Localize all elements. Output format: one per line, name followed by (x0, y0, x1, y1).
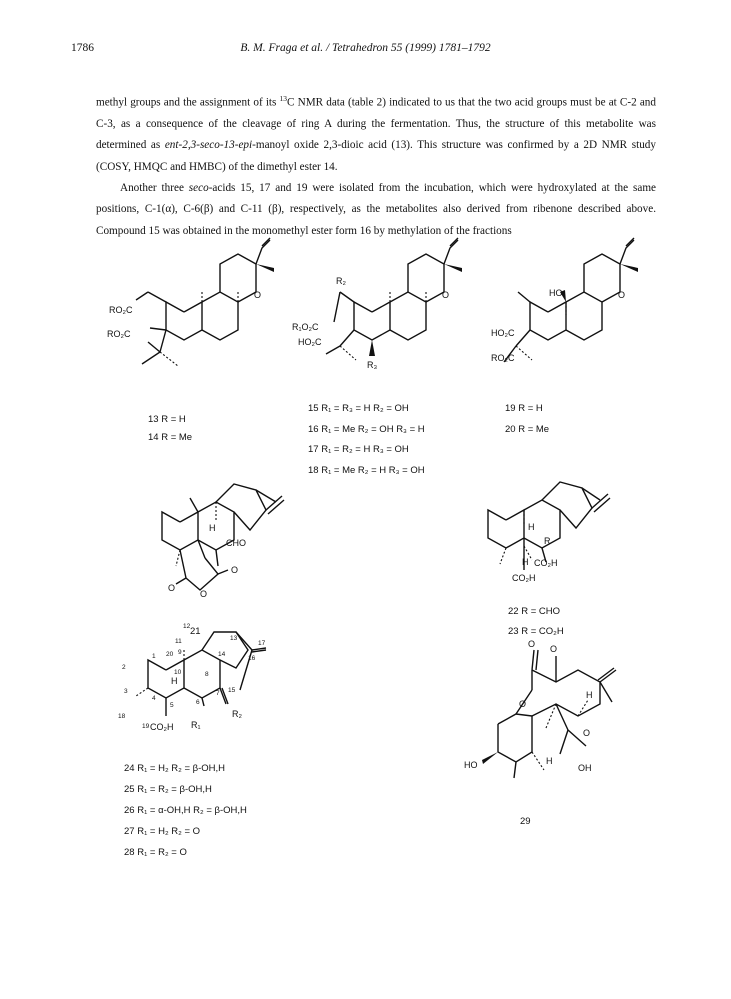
s24-num-10: 10 (174, 669, 182, 676)
s24-num-4: 4 (152, 695, 156, 702)
s24-num-6: 6 (196, 699, 200, 706)
s15-sub1: R₁O₂C (292, 322, 319, 332)
s13-sub1: RO₂C (109, 305, 133, 315)
s21-o3: O (200, 589, 208, 599)
s24-caption-4: 27 R₁ = H₂ R₂ = O (124, 826, 201, 837)
s21-o2: O (168, 583, 176, 593)
s24-r2: R₂ (232, 709, 242, 719)
s19-caption-1: 19 R = H (505, 403, 543, 414)
s15-oxygen: O (442, 290, 450, 300)
structure-15 (292, 238, 462, 476)
s15-r3: R₃ (367, 360, 378, 370)
s29-o-lactone: O (528, 639, 536, 649)
running-head: B. M. Fraga et al. / Tetrahedron 55 (1999) 1781–1792 (240, 42, 491, 54)
s24-num-2: 2 (122, 664, 126, 671)
s19-ho: HO (549, 288, 563, 298)
s15-sub2: HO₂C (298, 337, 322, 347)
s24-caption-3: 26 R₁ = α-OH,H R₂ = β-OH,H (124, 805, 247, 816)
s29-ho: HO (464, 760, 478, 770)
s13-caption-1: 13 R = H (148, 414, 186, 425)
s24-num-18: 18 (118, 713, 126, 720)
structure-21 (162, 484, 284, 637)
page-number: 1786 (71, 42, 94, 54)
s22-co2h-1: CO₂H (534, 558, 558, 568)
s29-oh: OH (578, 763, 592, 773)
s21-h: H (209, 523, 216, 533)
s15-r2: R₂ (336, 276, 346, 286)
s19-sub1: HO₂C (491, 328, 515, 338)
s24-num-7: 7 (216, 690, 220, 697)
paragraph-1: methyl groups and the assignment of its $^{13}$C NMR data (table 2) indicated to us that the two acid groups must be at C-2 and C-3, as a consequence of the cleavage of ring A during the fermentation. Thus, the structure of this metabolite was determined as ent-2,3-seco-13-epi-manoyl oxide 2,3-dioic acid (13). This structure was confirmed by a 2D NMR study (COSY, HMQC and HMBC) of the dimethyl ester 14. (96, 94, 656, 173)
structure-19 (491, 238, 638, 435)
s24-num-19: 19 (142, 723, 150, 730)
s21-cho: CHO (226, 538, 246, 548)
s29-h2: H (546, 756, 553, 766)
s15-caption-3: 17 R₁ = R₂ = H R₃ = OH (308, 444, 409, 455)
s29-caption: 29 (520, 816, 531, 827)
s29-o-lactone-2: O (519, 699, 527, 709)
s24-caption-1: 24 R₁ = H₂ R₂ = β-OH,H (124, 763, 226, 774)
s19-caption-2: 20 R = Me (505, 424, 550, 435)
s21-caption: 21 (190, 626, 201, 637)
s24-r1: R₁ (191, 720, 201, 730)
paragraph-2: Another three seco-acids 15, 17 and 19 were isolated from the incubation, which were hydroxylated at the same positions, C-1(α), C-6(β) and C-11 (β), respectively, as the metabolites also derived from ribenone described above. Compound 15 was obtained in the monomethyl ester form 16 by methylation of the fractions (96, 181, 656, 237)
s24-num-11: 11 (175, 638, 182, 645)
s24-caption-2: 25 R₁ = R₂ = β-OH,H (124, 784, 212, 795)
s22-r: R (544, 536, 551, 546)
s22-caption-2: 23 R = CO₂H (508, 626, 564, 637)
s24-num-13: 13 (230, 635, 238, 642)
s24-num-5: 5 (170, 702, 174, 709)
s15-caption-2: 16 R₁ = Me R₂ = OH R₃ = H (308, 424, 425, 435)
s24-num-15: 15 (228, 687, 236, 694)
structure-22 (488, 482, 610, 637)
s29-h1: H (586, 690, 593, 700)
s22-h2: H (522, 557, 529, 567)
s22-co2h-2: CO₂H (512, 573, 536, 583)
structure-24 (118, 623, 266, 858)
structure-29 (464, 639, 616, 827)
s22-caption-1: 22 R = CHO (508, 606, 561, 617)
s24-num-3: 3 (124, 688, 128, 695)
s24-co2h: CO₂H (150, 722, 174, 732)
s24-num-1: 1 (152, 653, 156, 660)
s13-sub2: RO₂C (107, 329, 131, 339)
s24-num-17: 17 (258, 640, 266, 647)
s24-num-16: 16 (248, 655, 256, 662)
s24-num-9: 9 (178, 649, 182, 656)
s21-o1: O (231, 565, 239, 575)
structure-13 (107, 238, 274, 443)
s24-h: H (171, 676, 178, 686)
s24-num-14: 14 (218, 651, 226, 658)
s13-oxygen: O (254, 290, 262, 300)
s24-caption-5: 28 R₁ = R₂ = O (124, 847, 187, 858)
s15-caption-1: 15 R₁ = R₃ = H R₂ = OH (308, 403, 409, 414)
s29-o-top: O (550, 644, 558, 654)
s13-caption-2: 14 R = Me (148, 432, 193, 443)
s19-oxygen: O (618, 290, 626, 300)
s24-num-12: 12 (183, 623, 191, 630)
s15-caption-4: 18 R₁ = Me R₂ = H R₃ = OH (308, 465, 425, 476)
s19-sub2: RO₂C (491, 353, 515, 363)
s29-o-ring: O (583, 728, 591, 738)
s24-num-8: 8 (205, 671, 209, 678)
s24-num-20: 20 (166, 651, 174, 658)
s22-h1: H (528, 522, 535, 532)
